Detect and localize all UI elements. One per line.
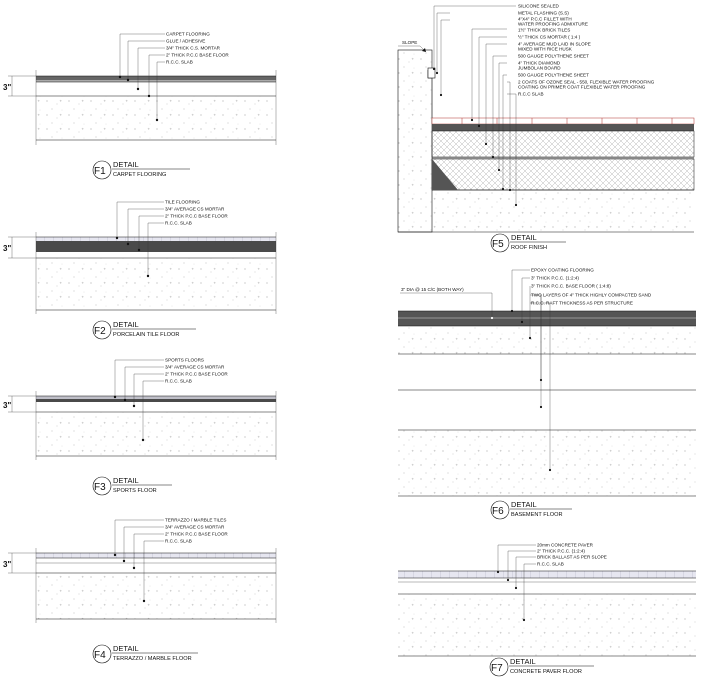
f4-label-4: R.C.C. SLAB [165, 538, 192, 544]
f1-carpet-layer [36, 76, 276, 80]
f3-label-3: 2" THICK P.C.C BASE FLOOR [165, 371, 228, 377]
f2-dimension: 3" [3, 244, 12, 253]
f1-label-4: 2" THICK P.C.C BASE FLOOR [166, 52, 229, 58]
f3-subtitle: SPORTS FLOOR [113, 488, 157, 494]
f1-subtitle: CARPET FLOORING [113, 172, 167, 178]
f2-label-4: R.C.C. SLAB [165, 220, 192, 226]
f4-label-1: TERRAZZO / MARBLE TILES [165, 517, 227, 523]
f5-title: DETAIL [511, 233, 537, 242]
f4-subtitle: TERRAZZO / MARBLE FLOOR [113, 656, 192, 662]
f6-label-2: 3" THICK P.C.C. (1:2:4) [531, 275, 579, 281]
f2-label-1: TILE FLOORING [165, 199, 200, 205]
f1-rcc-slab [36, 96, 276, 140]
f4-tag: F4 [94, 650, 106, 661]
f5-label-13: 2 COATS OF OZONE SEAL - 550, FLEXIBLE WATER PROOFING [518, 79, 655, 85]
f7-paver-layer [398, 571, 696, 578]
f6-label-1: EPOXY COATING FLOORING [531, 267, 594, 273]
f7-label-2: 2" THICK P.C.C. (1:2:4) [537, 548, 585, 554]
f3-title: DETAIL [113, 476, 139, 485]
f2-title: DETAIL [113, 320, 139, 329]
f6-base-floor [398, 326, 696, 354]
detail-f2-section [3, 200, 276, 315]
detail-f7-section [398, 543, 696, 657]
detail-f3-title [93, 476, 172, 495]
f3-rcc-slab [36, 412, 276, 456]
detail-f1-title [93, 160, 190, 179]
f5-label-11: JUMBOLAN BOARD [518, 65, 561, 71]
detail-f1-section [3, 32, 276, 146]
f3-label-2: 3/4" AVERAGE CS MORTAR [165, 364, 225, 370]
f4-label-3: 2" THICK P.C.C BASE FLOOR [165, 531, 228, 537]
detail-f6-title [491, 500, 572, 519]
f5-parapet-wall [398, 50, 432, 232]
f7-label-3: BRICK BALLAST AS PER SLOPE [537, 554, 607, 560]
f1-tag: F1 [94, 166, 106, 177]
f5-rcc-slab [432, 190, 694, 232]
f1-dimension: 3" [3, 83, 12, 92]
detail-f4-section [3, 518, 276, 624]
f2-subtitle: PORCELAIN TILE FLOOR [113, 332, 180, 338]
detail-f4-title [93, 644, 198, 663]
f7-brick-ballast [398, 582, 696, 594]
f1-title: DETAIL [113, 160, 139, 169]
f6-pcc-layer [398, 311, 696, 326]
f6-label-4: TWO LAYERS OF 4" THICK HIGHLY COMPACTED SAND [531, 292, 652, 298]
f6-tag: F6 [492, 506, 504, 517]
f4-marble-layer [36, 553, 276, 558]
f4-rcc-slab [36, 573, 276, 619]
f3-label-1: SPORTS FLOORS [165, 357, 204, 363]
f2-label-2: 3/4" AVERAGE CS MORTAR [165, 206, 225, 212]
f3-mortar-layer [36, 399, 276, 402]
f5-label-4: WATER PROOFING ADMIXTURE [518, 21, 588, 27]
f7-tag: F7 [491, 663, 503, 674]
detail-f7-title [490, 657, 594, 676]
f2-rcc-slab [36, 258, 276, 310]
detail-f5-section [398, 4, 694, 233]
f5-label-8: MIXED WITH RICE HUSK [518, 46, 572, 52]
f1-label-2: GLUE / ADHESIVE [166, 38, 206, 44]
f1-label-1: CARPET FLOORING [166, 31, 210, 37]
f6-raft [398, 430, 696, 496]
f4-title: DETAIL [113, 644, 139, 653]
f1-label-3: 3/4" THICK C.S. MORTAR [166, 45, 220, 51]
f5-label-3: 4"X4" P.C.C FILLET WITH [518, 16, 572, 22]
f1-label-5: R.C.C. SLAB [166, 59, 193, 65]
f7-subtitle: CONCRETE PAVER FLOOR [510, 669, 582, 675]
detail-f6-section [398, 268, 696, 497]
f4-label-2: 3/4" AVERAGE CS MORTAR [165, 524, 225, 530]
f7-label-1: 20mm CONCRETE PAVER [537, 542, 593, 548]
f3-label-4: R.C.C. SLAB [165, 378, 192, 384]
f6-title: DETAIL [511, 500, 537, 509]
f5-subtitle: ROOF FINISH [511, 245, 548, 251]
f3-tag: F3 [94, 482, 106, 493]
f5-label-9: 500 GAUGE POLYTHENE SHEET [518, 53, 589, 59]
f7-title: DETAIL [510, 657, 536, 666]
f6-bar-note: 3" DIA @ 15 C/C (BOTH WAY) [401, 287, 464, 292]
f5-label-2: METAL FLASHING (S.S) [518, 10, 569, 16]
detail-f2-title [93, 320, 196, 339]
f5-label-6: ½" THICK CS MORTAR ( 1:4 ) [518, 34, 581, 40]
f2-label-3: 2" THICK P.C.C BASE FLOOR [165, 213, 228, 219]
f4-dimension: 3" [3, 560, 12, 569]
f6-sand-layer-1 [398, 354, 696, 390]
f5-tag: F5 [492, 239, 504, 250]
f7-rcc-slab [398, 594, 696, 656]
f5-label-12: 500 GAUGE POLYTHENE SHEET [518, 72, 589, 78]
f2-tile-layer [36, 237, 276, 241]
f5-label-15: R.C.C SLAB [518, 91, 544, 97]
f6-label-5: R.C.C. RAFT THICKNESS AS PER STRUCTURE [531, 300, 633, 306]
f5-mud-layer [432, 131, 694, 157]
f6-sand-layer-2 [398, 390, 696, 430]
f5-label-7: 4" AVERAGE MUD LAID IN SLOPE [518, 41, 591, 47]
f2-tag: F2 [94, 326, 106, 337]
f6-subtitle: BASEMENT FLOOR [511, 512, 563, 518]
f5-label-1: SILICONE SEALED [518, 3, 559, 9]
f5-brick-tiles [432, 118, 694, 124]
f5-label-5: 1½" THICK BRICK TILES [518, 27, 571, 33]
f5-label-10: 4" THICK DIAMOND [518, 60, 561, 66]
f3-dimension: 3" [3, 401, 12, 410]
f6-label-3: 3" THICK P.C.C. BASE FLOOR ( 1:4:8) [531, 283, 611, 289]
f7-label-4: R.C.C. SLAB [537, 561, 564, 567]
f3-sports-layer [36, 396, 276, 399]
f2-mortar-layer [36, 241, 276, 252]
f5-slope-label: SLOPE [402, 40, 418, 45]
f5-mortar-layer [432, 124, 694, 131]
f5-jumbolan-board [432, 159, 694, 190]
detail-f3-section [3, 358, 276, 461]
f5-label-14: COATING ON PRIMER COAT FLEXIBLE WATER PROOFING [518, 84, 646, 90]
detail-f5-title [491, 233, 566, 252]
